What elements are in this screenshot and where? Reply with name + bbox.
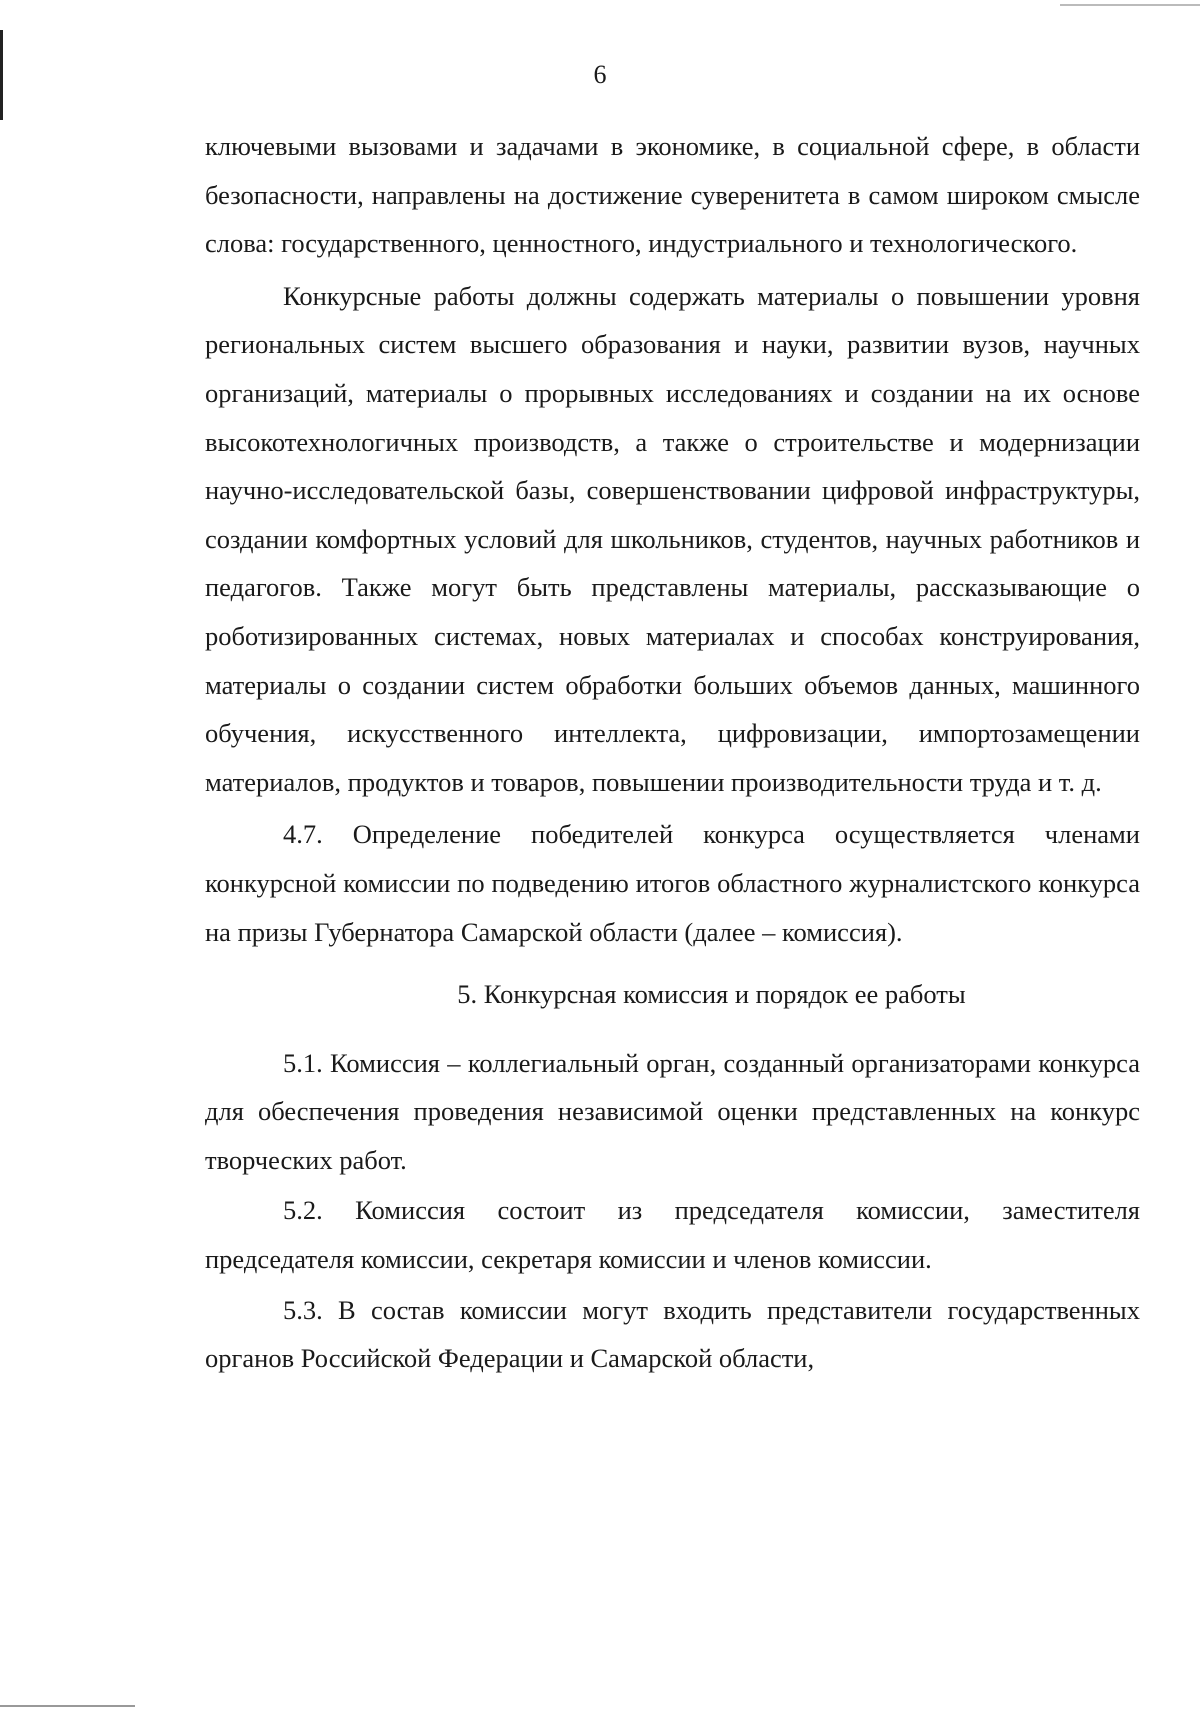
paragraph-4-7: 4.7. Определение победителей конкурса осуществляется членами конкурсной комиссии по подведению итогов областного журналистского конкурса на призы Губернатора Самарской области (далее – комиссия). [205, 819, 1140, 947]
section-heading-5: 5. Конкурсная комиссия и порядок ее работы [457, 979, 966, 1010]
paragraph-competition-works: Конкурсные работы должны содержать материалы о повышении уровня региональных систем высшего образования и науки, развитии вузов, научных организаций, материалы о прорывных исследованиях и создании на их основе высокотехнологичных производств, а также о строительстве и модернизации научно-исследовательской базы, совершенствовании цифровой инфраструктуры, создании комфортных условий для школьников, студентов, научных работников и педагогов. Также могут быть представлены материалы, рассказывающие о роботизированных системах, новых материалах и способах конструирования, материалы о создании систем обработки больших объемов данных, машинного обучения, искусственного интеллекта, цифровизации, импортозамещении материалов, продуктов и товаров, повышении производительности труда и т. д. [205, 280, 1140, 797]
page-number: 6 [593, 60, 607, 89]
paragraph-continuation: ключевыми вызовами и задачами в экономике, в социальной сфере, в области безопасности, направлены на достижение суверенитета в самом широком смысле слова: государственного, ценностного, индустриального и технологического. [205, 131, 1140, 259]
scan-edge-mark-top [1060, 4, 1200, 6]
scan-edge-mark-bottom [0, 1705, 135, 1707]
paragraph-5-1: 5.1. Комиссия – коллегиальный орган, созданный организаторами конкурса для обеспечения проведения независимой оценки представленных на конкурс творческих работ. [205, 1047, 1140, 1175]
document-body [205, 122, 1140, 1383]
paragraph-5-2: 5.2. Комиссия состоит из председателя комиссии, заместителя председателя комиссии, секретаря комиссии и членов комиссии. [205, 1195, 1140, 1275]
paragraph-5-3: 5.3. В состав комиссии могут входить представители государственных органов Российской Федерации и Самарской области, [205, 1294, 1140, 1374]
